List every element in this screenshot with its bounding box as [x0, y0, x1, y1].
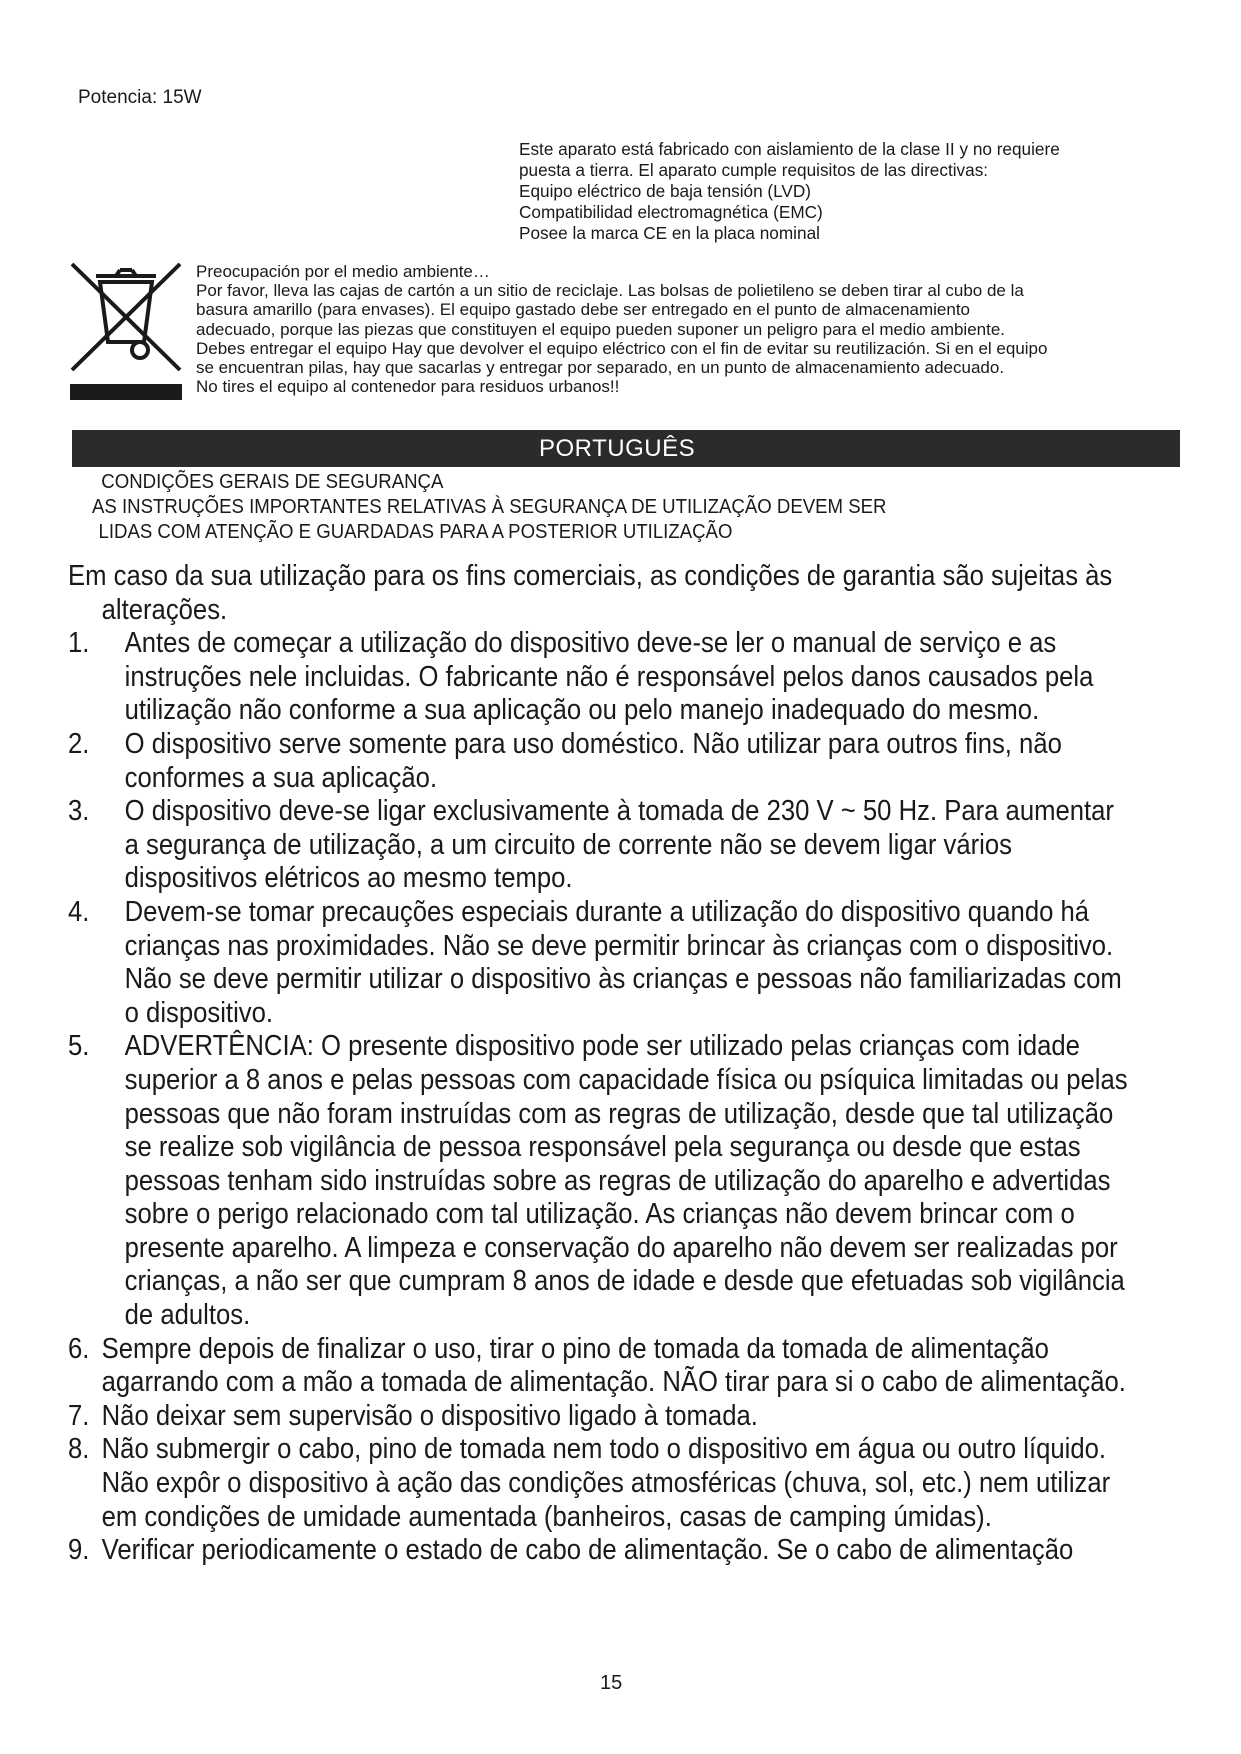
list-item: [68, 1433, 1130, 1534]
item-number: 9.: [68, 1534, 90, 1567]
class-notice-line: puesta a tierra. El aparato cumple requisitos de las directivas:: [519, 160, 989, 180]
list-item: [68, 627, 1130, 728]
item-text: O dispositivo deve-se ligar exclusivamente à tomada de 230 V ~ 50 Hz. Para aumentar a segurança de utilização, a um circuito de corrente não se devem ligar vários dispositivos elétricos ao mesmo tempo.: [124, 795, 1114, 895]
warranty-intro: Em caso da sua utilização para os fins comerciais, as condições de garantia são sujeitas às alterações.: [68, 560, 1113, 626]
environment-line: adecuado, porque las piezas que constituyen el equipo pueden suponer un peligro para el medio ambiente.: [196, 319, 1006, 339]
safety-title: CONDIÇÕES GERAIS DE SEGURANÇA: [101, 471, 444, 493]
list-item: [68, 1030, 1130, 1332]
safety-instructions-list: [68, 560, 1130, 1568]
item-text: Antes de começar a utilização do dispositivo deve-se ler o manual de serviço e as instruções nele incluidas. O fabricante não é responsável pelos danos causados pela utilização não conforme a sua aplicação ou pelo manejo inadequado do mesmo.: [124, 627, 1094, 727]
environment-line: se encuentran pilas, hay que sacarlas y entregar por separado, en un punto de almacenamiento adecuado.: [196, 358, 1005, 378]
item-text: Não deixar sem supervisão o dispositivo ligado à tomada.: [101, 1399, 758, 1432]
class-notice-line: Este aparato está fabricado con aislamiento de la clase II y no requiere: [519, 139, 1060, 159]
safety-instruction-line: LIDAS COM ATENÇÃO E GUARDADAS PARA A POSTERIOR UTILIZAÇÃO: [98, 521, 733, 543]
list-item: [68, 1534, 1130, 1568]
list-item: [68, 795, 1130, 896]
environment-line: Por favor, lleva las cajas de cartón a un sitio de reciclaje. Las bolsas de polietileno se deben tirar al cubo de la: [196, 281, 1024, 301]
item-number: 1.: [68, 627, 90, 660]
class-ii-notice: [519, 139, 1209, 244]
list-item: [68, 1333, 1130, 1400]
class-notice-line: Equipo eléctrico de baja tensión (LVD): [519, 181, 812, 201]
environment-line: Debes entregar el equipo Hay que devolver el equipo eléctrico con el fin de evitar su reutilización. Si en el equipo: [196, 338, 1048, 358]
item-text: Não submergir o cabo, pino de tomada nem todo o dispositivo em água ou outro líquido. Não expôr o dispositivo à ação das condições atmosféricas (chuva, sol, etc.) nem utilizar em condições de umidade aumentada (banheiros, casas de camping úmidas).: [101, 1433, 1111, 1533]
item-text: Sempre depois de finalizar o uso, tirar o pino de tomada da tomada de alimentação agarrando com a mão a tomada de alimentação. NÃO tirar para si o cabo de alimentação.: [101, 1332, 1126, 1399]
item-text: ADVERTÊNCIA: O presente dispositivo pode ser utilizado pelas crianças com idade superior a 8 anos e pelas pessoas com capacidade física ou psíquica limitadas ou pelas pessoas que não foram instruídas com as regras de utilização, desde que tal utilização se realize sob vigilância de pessoa responsável pela segurança ou desde que estas pessoas tenham sido instruídas sobre as regras de utilização do aparelho e advertidas sobre o perigo relacionado com tal utilização. As crianças não devem brincar com o presente aparelho. A limpeza e conservação do aparelho não devem ser realizadas por crianças, a não ser que cumpram 8 anos de idade e desde que efetuadas sob vigilância de adultos.: [124, 1030, 1128, 1332]
crossed-out-wheelie-bin-icon: [70, 262, 182, 400]
page-number: 15: [600, 1672, 623, 1694]
environment-notice: [196, 262, 1206, 396]
safety-heading-block: [92, 470, 886, 545]
class-notice-line: Compatibilidad electromagnética (EMC): [519, 202, 823, 222]
item-text: Verificar periodicamente o estado de cabo de alimentação. Se o cabo de alimentação: [101, 1534, 1074, 1567]
item-number: 4.: [68, 895, 90, 928]
item-text: Devem-se tomar precauções especiais durante a utilização do dispositivo quando há crianças nas proximidades. Não se deve permitir brincar às crianças com o dispositivo. Não se deve permitir utilizar o dispositivo às crianças e pessoas não familiarizadas com o dispositivo.: [124, 895, 1122, 1029]
item-number: 5.: [68, 1030, 90, 1063]
item-number: 3.: [68, 795, 90, 828]
list-item: [68, 896, 1130, 1030]
list-item: [68, 728, 1130, 795]
power-rating: Potencia: 15W: [78, 87, 202, 108]
item-number: 6.: [68, 1332, 90, 1365]
item-number: 8.: [68, 1433, 90, 1466]
item-number: 2.: [68, 727, 90, 760]
environment-line: No tires el equipo al contenedor para residuos urbanos!!: [196, 377, 620, 397]
item-number: 7.: [68, 1399, 90, 1432]
language-section-header: PORTUGUÊS: [72, 430, 1180, 467]
safety-instruction-line: AS INSTRUÇÕES IMPORTANTES RELATIVAS À SEGURANÇA DE UTILIZAÇÃO DEVEM SER: [92, 496, 887, 518]
environment-line: basura amarillo (para envases). El equipo gastado debe ser entregado en el punto de almacenamiento: [196, 300, 970, 320]
environment-line: Preocupación por el medio ambiente…: [196, 262, 490, 281]
class-notice-line: Posee la marca CE en la placa nominal: [519, 223, 820, 243]
item-text: O dispositivo serve somente para uso doméstico. Não utilizar para outros fins, não conformes a sua aplicação.: [124, 727, 1062, 794]
list-item: [68, 1400, 1130, 1434]
